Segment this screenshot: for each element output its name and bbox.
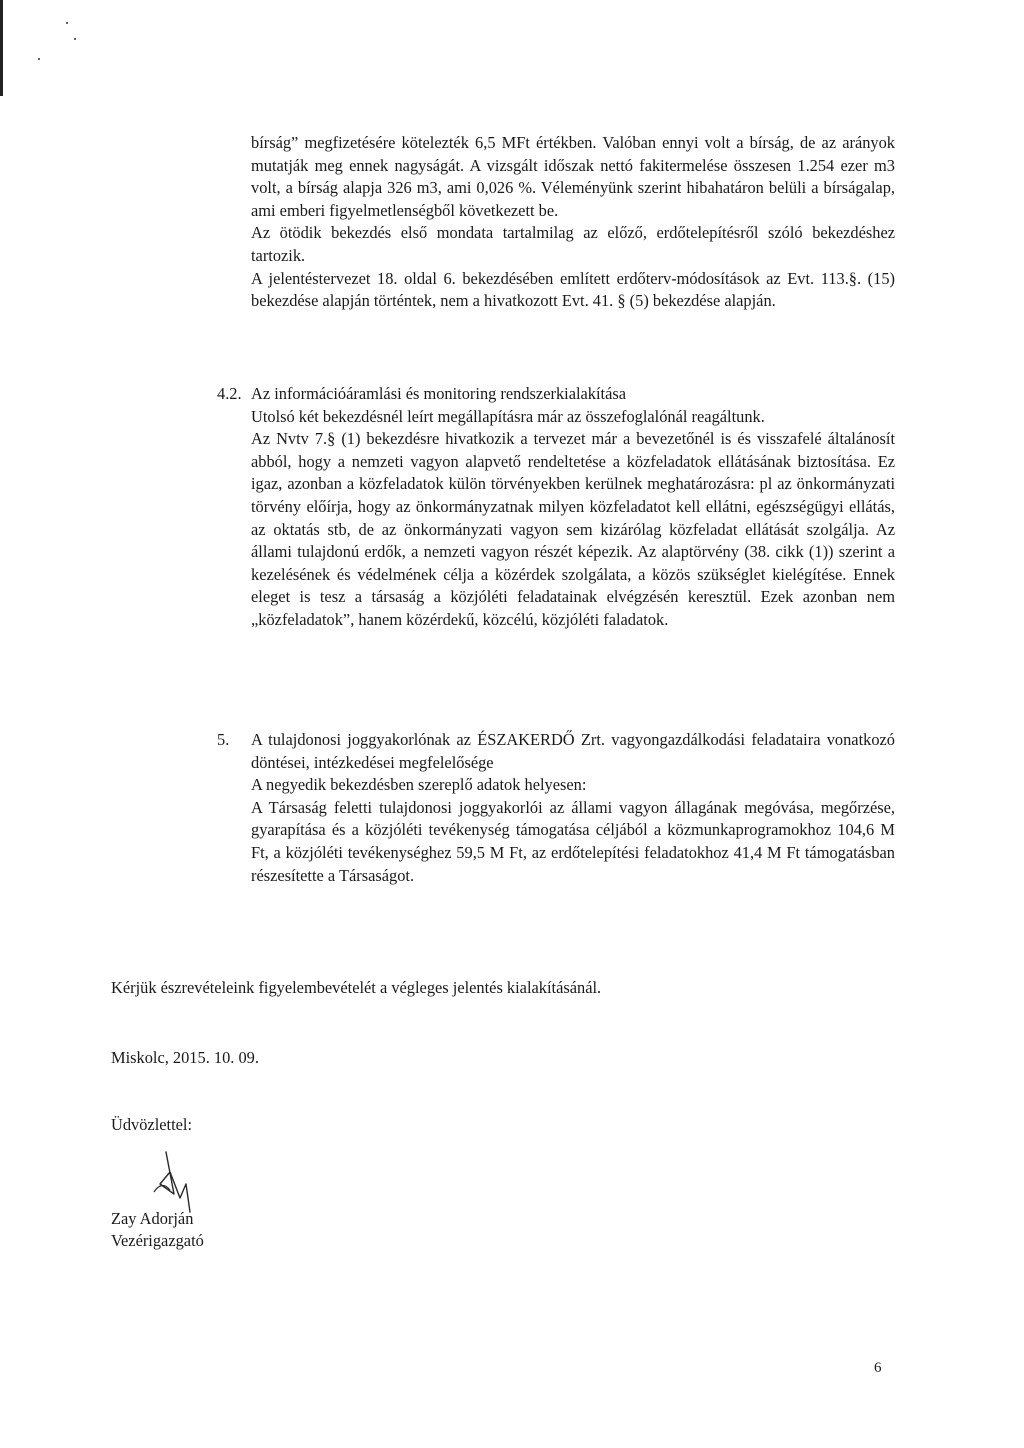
paragraph-fifth-section-note: Az ötödik bekezdés első mondata tartalmilag az előző, erdőtelepítésről szóló bekezdéshez tartozik. (251, 223, 895, 265)
section-4-2-number: 4.2. (217, 384, 242, 403)
top-paragraph-block (251, 132, 895, 313)
signer-name: Zay Adorján (111, 1209, 194, 1228)
signer-title: Vezérigazgató (111, 1231, 204, 1250)
section-4-2-paragraph: Utolsó két bekezdésnél leírt megállapításra már az összefoglalónál reagáltunk. (251, 406, 765, 426)
scan-speck (38, 58, 40, 60)
section-5-title: A tulajdonosi joggyakorlónak az ÉSZAKERDŐ Zrt. vagyongazdálkodási feladataira vonatkozó döntései, intézkedései megfelelősége (251, 730, 895, 772)
place-date: Miskolc, 2015. 10. 09. (111, 1048, 259, 1067)
paragraph-penalty: bírság” megfizetésére kötelezték 6,5 MFt értékben. Valóban ennyi volt a bírság, de az arányok mutatják meg ennek nagyságát. A vizsgált időszak nettó fakitermelése összesen 1.254 ezer m3 volt, a bírság alapja 326 m3, ami 0,026 %. Véleményünk szerint hibahatáron belüli a bírságalap, ami emberi figyelmetlenségből következett be. (251, 133, 895, 220)
section-5-number: 5. (217, 730, 230, 749)
section-5-block (251, 729, 895, 887)
section-4-2-title: Az információáramlási és monitoring rendszerkialakítása (251, 384, 627, 403)
scan-edge-mark (0, 0, 3, 96)
section-4-2-block (251, 383, 895, 632)
scan-speck (66, 22, 68, 24)
section-5-paragraph: A Társaság feletti tulajdonosi joggyakorlói az állami vagyon állagának megóvása, megőrzése, gyarapítása és a közjóléti tevékenység támogatása céljából a közmunkaprogramokhoz 104,6 M Ft, a közjóléti tevékenységhez 59,5 M Ft, az erdőtelepítési feladatokhoz 41,4 M Ft támogatásban részesítette a Társaságot. (251, 797, 895, 885)
page-number: 6 (874, 1360, 882, 1376)
scan-speck (74, 38, 76, 40)
closing-request: Kérjük észrevételeink figyelembevételét a végleges jelentés kialakításánál. (111, 978, 602, 997)
section-4-2-paragraph: Az Nvtv 7.§ (1) bekezdésre hivatkozik a tervezet már a bevezetőnél is és visszafelé általánosít abból, hogy a nemzeti vagyon alapvető rendeltetése a közfeladatok ellátásának biztosítása. Ez igaz, azonban a közfeladatok külön törvényekben kerülnek meghatározásra: pl az önkormányzati törvény előírja, hogy az önkormányzatnak milyen közfeladatot kell ellátni, egészségügyi ellátás, az oktatás stb, de az önkormányzati vagyon sem kizárólag közfeladat ellátását szolgálja. Az állami tulajdonú erdők, a nemzeti vagyon részét képezik. Az alaptörvény (38. cikk (1)) szerint a kezelésének és védelmének célja a közérdek szolgálata, a közös szükséglet kielégítése. Ennek eleget is tesz a társaság a közjóléti feladatainak elvégzésén keresztül. Ezek azonban nem „közfeladatok”, hanem közérdekű, közcélú, közjóléti faladatok. (251, 429, 895, 629)
paragraph-forest-plan-note: A jelentéstervezet 18. oldal 6. bekezdésében említett erdőterv-módosítások az Evt. 113.§. (15) bekezdése alapján történtek, nem a hivatkozott Evt. 41. § (5) bekezdése alapján. (251, 268, 895, 311)
greeting: Üdvözlettel: (111, 1115, 193, 1134)
section-5-paragraph: A negyedik bekezdésben szereplő adatok helyesen: (251, 775, 587, 795)
